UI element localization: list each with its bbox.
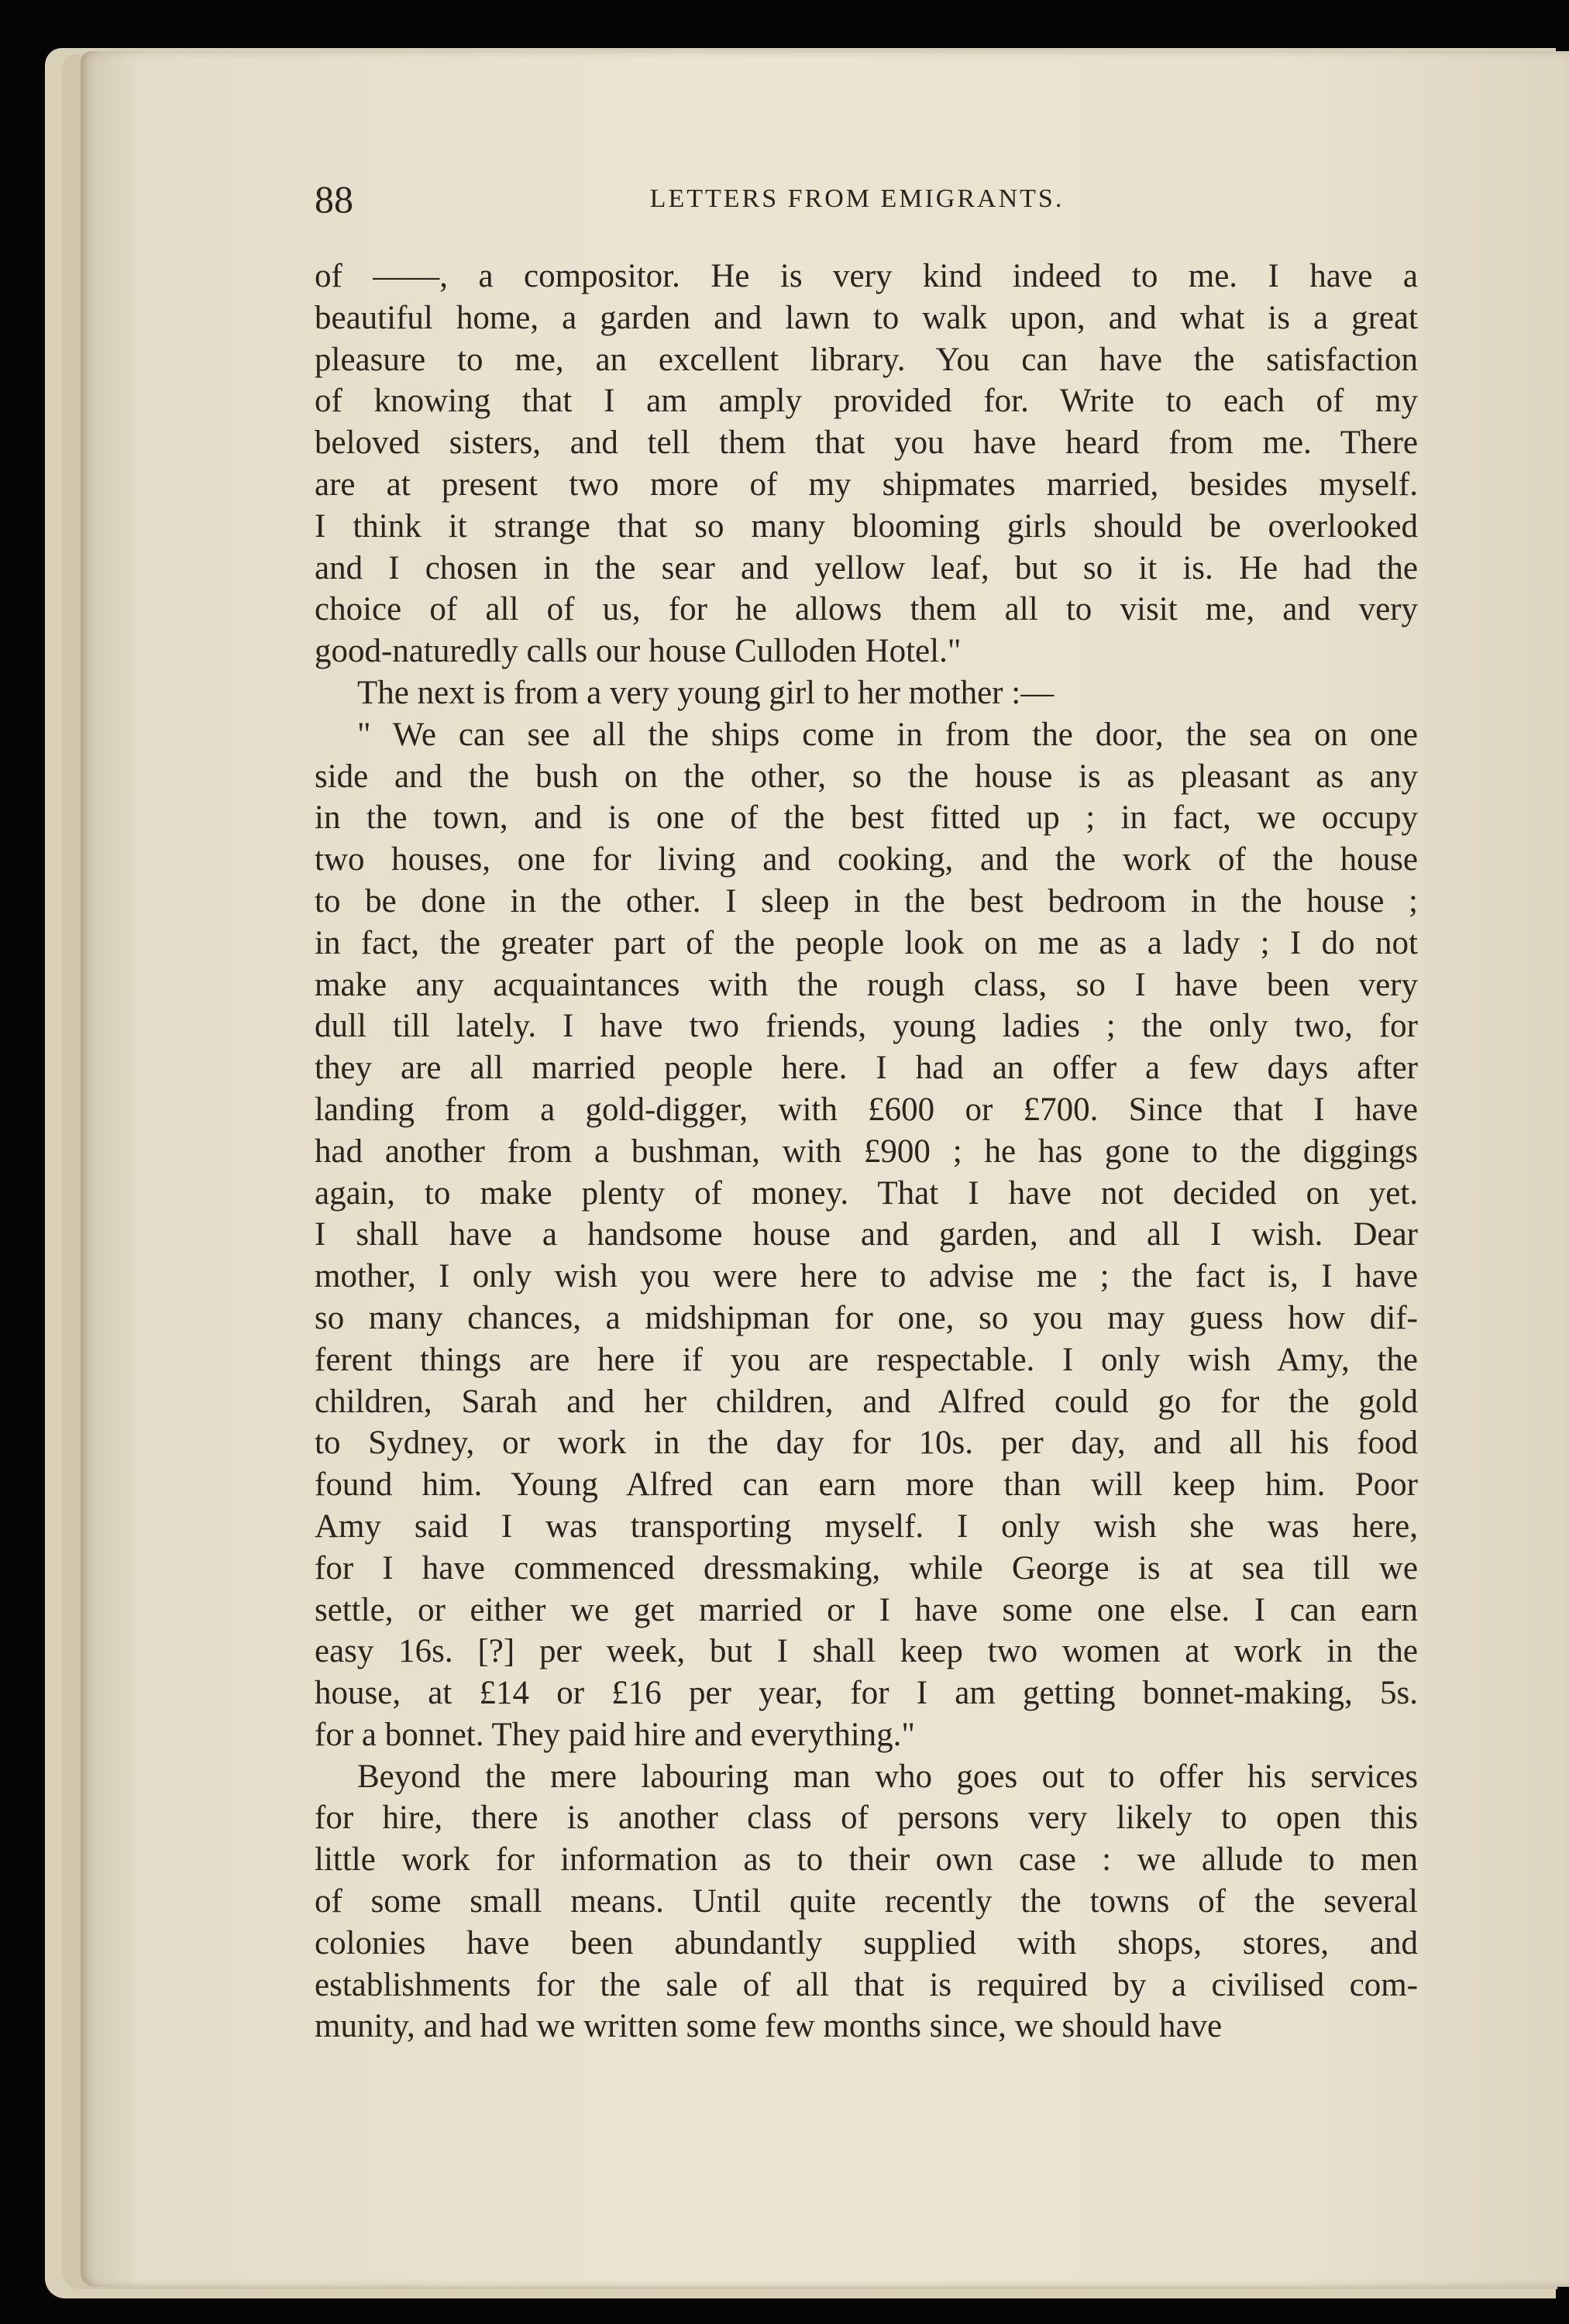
text-line: and I chosen in the sear and yellow leaf, but so it is. He had the [315, 549, 1418, 586]
text-line: establishments for the sale of all that is required by a civilised com- [315, 1966, 1418, 2003]
text-line: landing from a gold-digger, with £600 or £700. Since that I have [315, 1091, 1418, 1128]
text-line: dull till lately. I have two friends, young ladies ; the only two, for [315, 1008, 1418, 1045]
text-line: pleasure to me, an excellent library. You can have the satisfaction [315, 341, 1418, 378]
text-line: choice of all of us, for he allows them all to visit me, and very [315, 591, 1418, 628]
paragraph [315, 672, 1418, 714]
text-line: " We can see all the ships come in from the door, the sea on one [357, 716, 1418, 753]
text-line: make any acquaintances with the rough class, so I have been very [315, 966, 1418, 1003]
paragraph [315, 256, 1418, 672]
text-line: in fact, the greater part of the people look on me as a lady ; I do not [315, 924, 1418, 961]
text-line: The next is from a very young girl to her mother :— [357, 674, 1055, 711]
running-head [315, 177, 1399, 223]
text-line: little work for information as to their own case : we allude to men [315, 1841, 1418, 1879]
text-line: of some small means. Until quite recently the towns of the several [315, 1883, 1418, 1920]
text-line: side and the bush on the other, so the house is as pleasant as any [315, 758, 1418, 795]
text-line: for I have commenced dressmaking, while George is at sea till we [315, 1549, 1418, 1587]
text-line: good-naturedly calls our house Culloden Hotel." [315, 633, 962, 670]
text-line: house, at £14 or £16 per year, for I am getting bonnet-making, 5s. [315, 1675, 1418, 1712]
text-line: Amy said I was transporting myself. I only wish she was here, [315, 1508, 1418, 1545]
text-line: of knowing that I am amply provided for. Write to each of my [315, 383, 1418, 420]
text-line: are at present two more of my shipmates married, besides myself. [315, 466, 1418, 503]
body-text [315, 256, 1418, 2047]
text-line: for hire, there is another class of persons very likely to open this [315, 1800, 1418, 1837]
running-title: LETTERS FROM EMIGRANTS. [649, 184, 1065, 213]
text-line: ferent things are here if you are respectable. I only wish Amy, the [315, 1341, 1418, 1378]
text-line: of ——, a compositor. He is very kind indeed to me. I have a [315, 258, 1418, 294]
text-line: to be done in the other. I sleep in the best bedroom in the house ; [315, 882, 1418, 920]
text-line: beautiful home, a garden and lawn to walk upon, and what is a great [315, 299, 1418, 336]
text-line: again, to make plenty of money. That I have not decided on yet. [315, 1174, 1418, 1212]
text-line: children, Sarah and her children, and Alfred could go for the gold [315, 1383, 1418, 1420]
page-number: 88 [315, 177, 353, 221]
text-line: easy 16s. [?] per week, but I shall keep two women at work in the [315, 1633, 1418, 1670]
text-line: two houses, one for living and cooking, and the work of the house [315, 841, 1418, 878]
paragraph [315, 714, 1418, 1756]
text-line: I think it strange that so many blooming girls should be overlooked [315, 507, 1418, 545]
text-line: mother, I only wish you were here to advise me ; the fact is, I have [315, 1258, 1418, 1295]
text-line: munity, and had we written some few months since, we should have [315, 2008, 1223, 2045]
text-line: they are all married people here. I had an offer a few days after [315, 1050, 1418, 1087]
text-line: to Sydney, or work in the day for 10s. per day, and all his food [315, 1425, 1418, 1462]
text-line: I shall have a handsome house and garden, and all I wish. Dear [315, 1216, 1418, 1253]
text-line: for a bonnet. They paid hire and everything." [315, 1716, 915, 1753]
text-line: so many chances, a midshipman for one, so you may guess how dif- [315, 1299, 1418, 1336]
text-line: had another from a bushman, with £900 ; he has gone to the diggings [315, 1133, 1418, 1170]
text-line: in the town, and is one of the best fitted up ; in fact, we occupy [315, 799, 1418, 837]
text-line: found him. Young Alfred can earn more than will keep him. Poor [315, 1466, 1418, 1504]
text-line: beloved sisters, and tell them that you have heard from me. There [315, 425, 1418, 462]
text-line: settle, or either we get married or I have some one else. I can earn [315, 1591, 1418, 1628]
text-line: Beyond the mere labouring man who goes out to offer his services [357, 1758, 1418, 1795]
text-line: colonies have been abundantly supplied with shops, stores, and [315, 1924, 1418, 1961]
paragraph [315, 1756, 1418, 2048]
